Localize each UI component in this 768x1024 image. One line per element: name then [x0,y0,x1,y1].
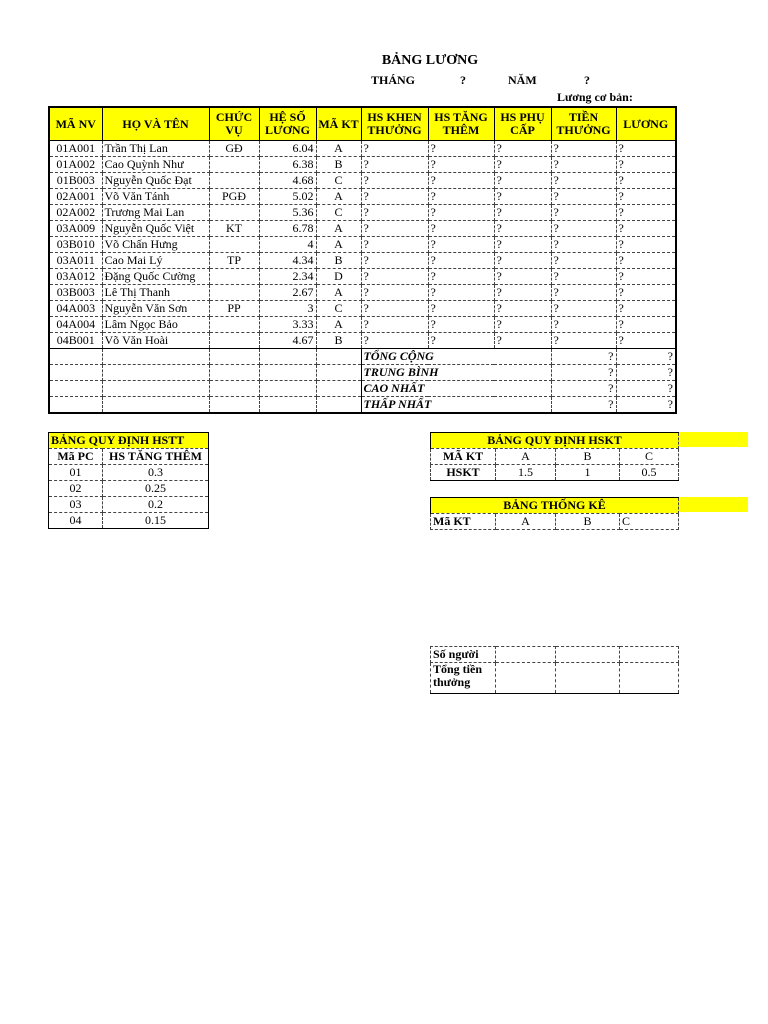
hstt-row [49,465,209,481]
hstt-col-hstt: HS TĂNG THÊM [103,449,209,465]
cell-he-so-luong[interactable]: 4 [259,237,316,253]
summary-tien-thuong[interactable]: ? [551,381,616,397]
summary-empty-cell[interactable] [102,365,209,381]
summary-label: TRUNG BÌNH [361,365,494,381]
thongke-makt-label: Mã KT [431,514,496,530]
salary-table [48,106,677,414]
cell-chuc-vu[interactable] [209,317,259,333]
thang-value: ? [460,73,466,87]
cell-ho-va-ten[interactable]: Nguyễn Quốc Đạt [102,173,209,189]
cell-tien-thuong[interactable]: ? [551,205,616,221]
cell-he-so-luong[interactable]: 3 [259,301,316,317]
table-row [49,173,676,189]
cell-hs-khen-thuong[interactable]: ? [361,173,428,189]
summary-empty-cell[interactable] [316,381,361,397]
cell-ma-kt[interactable]: C [316,205,361,221]
thongke-stats-table [430,646,679,694]
hskt-value-b: 1 [556,465,620,481]
cell-ho-va-ten[interactable]: Đặng Quốc Cường [102,269,209,285]
col-header-hs-tang-them: HS TĂNG THÊM [428,107,494,141]
cell-ma-nv[interactable]: 01A001 [49,141,102,157]
cell-hs-phu-cap[interactable]: ? [494,205,551,221]
cell-hs-khen-thuong[interactable]: ? [361,253,428,269]
cell-ho-va-ten[interactable]: Trần Thị Lan [102,141,209,157]
cell-hs-khen-thuong[interactable]: ? [361,317,428,333]
summary-row [49,381,676,397]
summary-empty-cell[interactable] [494,349,551,365]
cell-hs-tang-them[interactable]: ? [428,173,494,189]
cell-tien-thuong[interactable]: ? [551,269,616,285]
cell-hs-tang-them[interactable]: ? [428,221,494,237]
cell-hs-khen-thuong[interactable]: ? [361,269,428,285]
cell-chuc-vu[interactable]: GĐ [209,141,259,157]
cell-hs-phu-cap[interactable]: ? [494,221,551,237]
cell-chuc-vu[interactable]: TP [209,253,259,269]
summary-empty-cell[interactable] [49,365,102,381]
summary-empty-cell[interactable] [209,349,259,365]
tong-tien-thuong-label: Tổng tiền thưởng [431,663,496,694]
hstt-mapc[interactable]: 02 [49,481,103,497]
cell-he-so-luong[interactable]: 6.04 [259,141,316,157]
cell-ho-va-ten[interactable]: Cao Mai Lý [102,253,209,269]
cell-ho-va-ten[interactable]: Cao Quỳnh Như [102,157,209,173]
thongke-title: BẢNG THỐNG KÊ [431,498,679,514]
summary-empty-cell[interactable] [494,365,551,381]
cell-hs-tang-them[interactable]: ? [428,301,494,317]
cell-hs-tang-them[interactable]: ? [428,269,494,285]
cell-hs-phu-cap[interactable]: ? [494,237,551,253]
cell-ho-va-ten[interactable]: Nguyễn Quốc Việt [102,221,209,237]
cell-chuc-vu[interactable] [209,333,259,349]
summary-empty-cell[interactable] [494,397,551,414]
cell-chuc-vu[interactable] [209,205,259,221]
cell-ma-kt[interactable]: A [316,221,361,237]
cell-ma-kt[interactable]: A [316,189,361,205]
summary-empty-cell[interactable] [209,365,259,381]
cell-tien-thuong[interactable]: ? [551,157,616,173]
cell-tien-thuong[interactable]: ? [551,333,616,349]
table-row [49,333,676,349]
hstt-row [49,513,209,529]
summary-empty-cell[interactable] [316,397,361,414]
cell-he-so-luong[interactable]: 5.02 [259,189,316,205]
summary-empty-cell[interactable] [316,365,361,381]
cell-chuc-vu[interactable]: PGĐ [209,189,259,205]
hstt-value[interactable]: 0.3 [103,465,209,481]
cell-ma-kt[interactable]: A [316,141,361,157]
col-header-hs-khen-thuong: HS KHEN THƯỞNG [361,107,428,141]
summary-empty-cell[interactable] [494,381,551,397]
cell-ho-va-ten[interactable]: Lê Thị Thanh [102,285,209,301]
so-nguoi-c[interactable] [620,647,679,663]
cell-ma-nv[interactable]: 03B003 [49,285,102,301]
cell-ma-kt[interactable]: B [316,253,361,269]
summary-empty-cell[interactable] [49,381,102,397]
summary-luong[interactable]: ? [616,397,676,414]
cell-ho-va-ten[interactable]: Lâm Ngọc Bảo [102,317,209,333]
thongke-code-a: A [496,514,556,530]
cell-tien-thuong[interactable]: ? [551,253,616,269]
cell-hs-tang-them[interactable]: ? [428,205,494,221]
salary-table-header [49,107,676,141]
hstt-col-mapc: Mã PC [49,449,103,465]
cell-chuc-vu[interactable] [209,269,259,285]
cell-hs-phu-cap[interactable]: ? [494,333,551,349]
cell-ma-kt[interactable]: B [316,157,361,173]
table-row [49,285,676,301]
col-header-he-so-luong: HỆ SỐ LƯƠNG [259,107,316,141]
table-row [49,221,676,237]
cell-hs-khen-thuong[interactable]: ? [361,189,428,205]
cell-ma-nv[interactable]: 03B010 [49,237,102,253]
cell-he-so-luong[interactable]: 6.38 [259,157,316,173]
hstt-value[interactable]: 0.15 [103,513,209,529]
cell-ma-nv[interactable]: 02A001 [49,189,102,205]
summary-empty-cell[interactable] [102,381,209,397]
table-row [49,237,676,253]
cell-ma-kt[interactable]: A [316,317,361,333]
cell-hs-khen-thuong[interactable]: ? [361,157,428,173]
cell-hs-phu-cap[interactable]: ? [494,317,551,333]
summary-row [49,349,676,365]
col-header-chuc-vu: CHỨC VỤ [209,107,259,141]
cell-luong[interactable]: ? [616,141,676,157]
cell-luong[interactable]: ? [616,237,676,253]
cell-ma-kt[interactable]: B [316,333,361,349]
cell-hs-tang-them[interactable]: ? [428,157,494,173]
nam-label: NĂM [508,73,537,87]
so-nguoi-label: Số người [431,647,496,663]
cell-chuc-vu[interactable]: PP [209,301,259,317]
cell-ma-kt[interactable]: C [316,173,361,189]
summary-label: THẤP NHẤT [361,397,494,414]
hstt-mapc[interactable]: 03 [49,497,103,513]
cell-ma-nv[interactable]: 04A003 [49,301,102,317]
summary-empty-cell[interactable] [259,365,316,381]
cell-ho-va-ten[interactable]: Nguyễn Văn Sơn [102,301,209,317]
thongke-table [430,497,679,530]
col-header-ma-nv: MÃ NV [49,107,102,141]
cell-he-so-luong[interactable]: 3.33 [259,317,316,333]
summary-luong[interactable]: ? [616,349,676,365]
cell-hs-khen-thuong[interactable]: ? [361,237,428,253]
cell-hs-phu-cap[interactable]: ? [494,173,551,189]
cell-he-so-luong[interactable]: 2.34 [259,269,316,285]
cell-hs-phu-cap[interactable]: ? [494,157,551,173]
cell-ho-va-ten[interactable]: Võ Văn Hoài [102,333,209,349]
cell-ho-va-ten[interactable]: Võ Chấn Hưng [102,237,209,253]
hstt-value[interactable]: 0.25 [103,481,209,497]
cell-luong[interactable]: ? [616,317,676,333]
hskt-title: BẢNG QUY ĐỊNH HSKT [431,433,679,449]
hstt-title: BẢNG QUY ĐỊNH HSTT [49,433,209,449]
cell-luong[interactable]: ? [616,269,676,285]
summary-tien-thuong[interactable]: ? [551,397,616,414]
cell-chuc-vu[interactable] [209,157,259,173]
cell-hs-khen-thuong[interactable]: ? [361,141,428,157]
tong-tien-c[interactable] [620,663,679,694]
col-header-ho-va-ten: HỌ VÀ TÊN [102,107,209,141]
cell-hs-tang-them[interactable]: ? [428,141,494,157]
table-row [49,141,676,157]
cell-hs-tang-them[interactable]: ? [428,237,494,253]
cell-chuc-vu[interactable] [209,285,259,301]
hskt-table [430,432,679,481]
cell-luong[interactable]: ? [616,301,676,317]
cell-ma-nv[interactable]: 03A012 [49,269,102,285]
table-row [49,269,676,285]
cell-ma-nv[interactable]: 04B001 [49,333,102,349]
cell-he-so-luong[interactable]: 4.67 [259,333,316,349]
cell-chuc-vu[interactable]: KT [209,221,259,237]
col-header-hs-phu-cap: HS PHỤ CẤP [494,107,551,141]
cell-tien-thuong[interactable]: ? [551,141,616,157]
cell-hs-khen-thuong[interactable]: ? [361,333,428,349]
hskt-value-a: 1.5 [496,465,556,481]
hstt-mapc[interactable]: 01 [49,465,103,481]
hskt-value-c: 0.5 [620,465,679,481]
thang-label: THÁNG [371,73,416,87]
cell-hs-phu-cap[interactable]: ? [494,285,551,301]
cell-tien-thuong[interactable]: ? [551,221,616,237]
summary-label: CAO NHẤT [361,381,494,397]
summary-empty-cell[interactable] [259,381,316,397]
hskt-code-c: C [620,449,679,465]
cell-hs-khen-thuong[interactable]: ? [361,301,428,317]
thongke-code-b: B [556,514,620,530]
col-header-ma-kt: MÃ KT [316,107,361,141]
hstt-table [48,432,209,529]
table-row [49,253,676,269]
sheet-title: BẢNG LƯƠNG [381,53,479,68]
cell-ho-va-ten[interactable]: Trương Mai Lan [102,205,209,221]
cell-ma-nv[interactable]: 01A002 [49,157,102,173]
cell-ma-kt[interactable]: C [316,301,361,317]
cell-ho-va-ten[interactable]: Võ Văn Tánh [102,189,209,205]
tong-tien-a[interactable] [496,663,556,694]
cell-luong[interactable]: ? [616,333,676,349]
summary-empty-cell[interactable] [49,397,102,414]
cell-hs-phu-cap[interactable]: ? [494,269,551,285]
cell-luong[interactable]: ? [616,285,676,301]
table-row [49,317,676,333]
cell-hs-phu-cap[interactable]: ? [494,301,551,317]
cell-luong[interactable]: ? [616,189,676,205]
so-nguoi-a[interactable] [496,647,556,663]
cell-ma-kt[interactable]: A [316,285,361,301]
cell-ma-nv[interactable]: 03A009 [49,221,102,237]
cell-hs-tang-them[interactable]: ? [428,333,494,349]
cell-ma-nv[interactable]: 04A004 [49,317,102,333]
cell-hs-khen-thuong[interactable]: ? [361,205,428,221]
table-row [49,205,676,221]
cell-hs-phu-cap[interactable]: ? [494,189,551,205]
cell-he-so-luong[interactable]: 4.34 [259,253,316,269]
cell-luong[interactable]: ? [616,253,676,269]
nam-value: ? [584,73,590,87]
summary-empty-cell[interactable] [49,349,102,365]
hskt-code-b: B [556,449,620,465]
hskt-hskt-label: HSKT [431,465,496,481]
cell-chuc-vu[interactable] [209,173,259,189]
cell-ma-nv[interactable]: 03A011 [49,253,102,269]
hstt-row [49,497,209,513]
hskt-makt-label: MÃ KT [431,449,496,465]
cell-he-so-luong[interactable]: 2.67 [259,285,316,301]
cell-hs-phu-cap[interactable]: ? [494,253,551,269]
col-header-tien-thuong: TIỀN THƯỞNG [551,107,616,141]
so-nguoi-b[interactable] [556,647,620,663]
summary-empty-cell[interactable] [259,349,316,365]
summary-empty-cell[interactable] [209,381,259,397]
summary-tien-thuong[interactable]: ? [551,365,616,381]
cell-he-so-luong[interactable]: 6.78 [259,221,316,237]
summary-row [49,365,676,381]
summary-empty-cell[interactable] [209,397,259,414]
summary-empty-cell[interactable] [102,397,209,414]
hskt-code-a: A [496,449,556,465]
cell-hs-khen-thuong[interactable]: ? [361,221,428,237]
hstt-mapc[interactable]: 04 [49,513,103,529]
table-row [49,301,676,317]
hstt-value[interactable]: 0.2 [103,497,209,513]
cell-tien-thuong[interactable]: ? [551,173,616,189]
summary-row [49,397,676,414]
luong-co-ban-label: Lương cơ bản: [557,90,633,104]
summary-luong[interactable]: ? [616,365,676,381]
cell-luong[interactable]: ? [616,157,676,173]
table-row [49,157,676,173]
tong-tien-b[interactable] [556,663,620,694]
cell-hs-tang-them[interactable]: ? [428,285,494,301]
hstt-row [49,481,209,497]
cell-chuc-vu[interactable] [209,237,259,253]
cell-tien-thuong[interactable]: ? [551,237,616,253]
cell-hs-khen-thuong[interactable]: ? [361,285,428,301]
cell-tien-thuong[interactable]: ? [551,301,616,317]
cell-he-so-luong[interactable]: 4.68 [259,173,316,189]
cell-ma-nv[interactable]: 02A002 [49,205,102,221]
cell-tien-thuong[interactable]: ? [551,317,616,333]
cell-luong[interactable]: ? [616,173,676,189]
cell-tien-thuong[interactable]: ? [551,189,616,205]
col-header-luong: LƯƠNG [616,107,676,141]
cell-luong[interactable]: ? [616,205,676,221]
summary-empty-cell[interactable] [259,397,316,414]
cell-ma-kt[interactable]: A [316,237,361,253]
summary-tien-thuong[interactable]: ? [551,349,616,365]
thongke-code-c: C [620,514,679,530]
cell-hs-tang-them[interactable]: ? [428,253,494,269]
cell-hs-tang-them[interactable]: ? [428,317,494,333]
cell-luong[interactable]: ? [616,221,676,237]
cell-hs-phu-cap[interactable]: ? [494,141,551,157]
cell-he-so-luong[interactable]: 5.36 [259,205,316,221]
cell-ma-kt[interactable]: D [316,269,361,285]
summary-empty-cell[interactable] [316,349,361,365]
table-row [49,189,676,205]
summary-label: TỔNG CỘNG [361,349,494,365]
cell-ma-nv[interactable]: 01B003 [49,173,102,189]
cell-tien-thuong[interactable]: ? [551,285,616,301]
cell-hs-tang-them[interactable]: ? [428,189,494,205]
summary-luong[interactable]: ? [616,381,676,397]
summary-empty-cell[interactable] [102,349,209,365]
